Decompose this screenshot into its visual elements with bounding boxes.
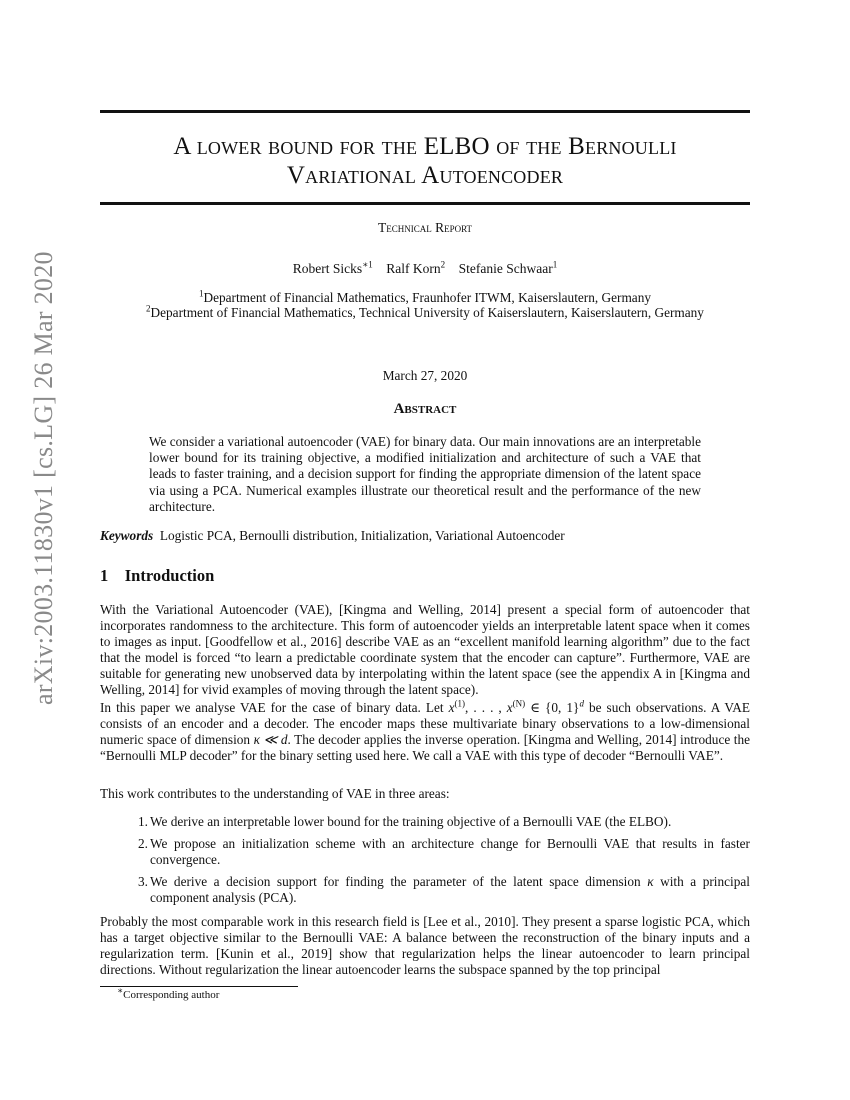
report-type: Technical Report (377, 220, 473, 235)
affiliation-text: Department of Financial Mathematics, Fraunhofer ITWM, Kaiserslautern, Germany (203, 290, 651, 305)
section-title: Introduction (124, 566, 215, 585)
keywords-line (100, 528, 750, 544)
list-text-part: We derive a decision support for finding the parameter of the latent space dimension (150, 874, 648, 889)
list-text: We derive an interpretable lower bound for the training objective of a Bernoulli VAE (the ELBO). (150, 814, 672, 829)
affiliation-text: Department of Financial Mathematics, Technical University of Kaiserslautern, Kaiserslautern, Germany (150, 305, 704, 320)
affiliation-2 (80, 305, 770, 321)
author-name: Robert Sicks (292, 261, 363, 276)
publication-date: March 27, 2020 (382, 368, 468, 383)
author-name: Ralf Korn (386, 261, 441, 276)
intro-paragraph-3: This work contributes to the understanding of VAE in three areas: (100, 786, 450, 801)
title-top-rule (100, 110, 750, 113)
footnote-rule (100, 986, 298, 987)
abstract-heading: Abstract (393, 401, 457, 417)
author-list (100, 261, 750, 277)
math-superscript: d (579, 698, 584, 709)
abstract-body: We consider a variational autoencoder (VAE) for binary data. Our main innovations are an interpretable lower bound for its training objective, a modified initialization and architecture of such a VAE that leads to faster training, and a decision support for finding the appropriate dimension of the latent space via using a PCA. Numerical examples illustrate our theoretical result and the performance of the new architecture. (149, 434, 701, 514)
section-number: 1 (100, 566, 109, 585)
intro-paragraph-2 (100, 700, 750, 764)
para2-text: In this paper we analyse VAE for the case of binary data. Let (100, 700, 449, 715)
section-heading (100, 566, 214, 586)
keywords-list: Logistic PCA, Bernoulli distribution, Initialization, Variational Autoencoder (159, 528, 565, 543)
affiliation-mark: 1 (198, 288, 204, 299)
para2-text: . The decoder applies the inverse operation. [Kingma and Welling, 2014] introduce the “Bernoulli MLP decoder” for the binary setting used here. We call a VAE with this type of decoder “Bernoulli VAE”. (100, 732, 750, 763)
list-text-part: with a principal component analysis (PCA). (150, 874, 750, 905)
footnote-text: Corresponding author (123, 989, 220, 1001)
math-kappa: κ (647, 874, 654, 889)
affiliation-1 (100, 290, 750, 306)
author-affiliation-mark: 1 (552, 259, 558, 270)
math-x: x (448, 700, 455, 715)
math-superscript: (1) (454, 698, 466, 709)
author-affiliation-mark: ∗1 (362, 259, 373, 270)
arxiv-identifier: arXiv:2003.11830v1 [cs.LG] 26 Mar 2020 (29, 251, 58, 705)
math-x: x (506, 700, 513, 715)
title-line-2: Variational Autoencoder (286, 162, 564, 189)
list-number: 3. (138, 874, 148, 889)
list-text (150, 874, 750, 906)
list-number: 2. (138, 836, 148, 851)
math-superscript: (N) (512, 698, 526, 709)
list-text: We propose an initialization scheme with an architecture change for Bernoulli VAE that results in faster convergence. (150, 836, 750, 867)
paper-title (100, 132, 750, 190)
author-affiliation-mark: 2 (440, 259, 446, 270)
math-ellipsis: , . . . , (465, 700, 507, 715)
para2-text: be such observations. A VAE consists of an encoder and a decoder. The encoder maps these multivariate binary observations to a low-dimensional numeric space of dimension (100, 700, 750, 747)
math-kappa-ll-d: κ ≪ d (253, 732, 288, 747)
keywords-label: Keywords (100, 528, 154, 543)
title-bottom-rule (100, 202, 750, 205)
title-line-1: A lower bound for the ELBO of the Bernoulli (173, 133, 677, 160)
math-set: ∈ {0, 1} (525, 700, 580, 715)
footnote-mark: ∗ (117, 985, 124, 996)
intro-paragraph-4: Probably the most comparable work in this research field is [Lee et al., 2010]. They present a sparse logistic PCA, which has a target objective similar to the Bernoulli VAE: A balance between the reconstruction of the binary inputs and a regularization term. [Kunin et al., 2019] show that regularization helps the linear autoencoder to learn principal directions. Without regularization the linear autoencoder learns the subspace spanned by the top principal (100, 914, 750, 977)
intro-paragraph-1: With the Variational Autoencoder (VAE), [Kingma and Welling, 2014] present a special form of autoencoder that incorporates randomness to the architecture. This form of autoencoder yields an interpretable latent space when it comes to images as input. [Goodfellow et al., 2016] describe VAE as an “excellent manifold learning algorithm” due to the fact that the model is forced “to learn a predictable coordinate system that the encoder can capture”. Furthermore, VAE are suitable for generating new unobserved data by interpolating within the latent space (see the appendix A in [Kingma and Welling, 2014] for vivid examples of moving through the latent space). (100, 602, 750, 697)
footnote (117, 985, 220, 1001)
list-number: 1. (138, 814, 148, 829)
affiliation-mark: 2 (146, 303, 151, 314)
author-name: Stefanie Schwaar (458, 261, 553, 276)
